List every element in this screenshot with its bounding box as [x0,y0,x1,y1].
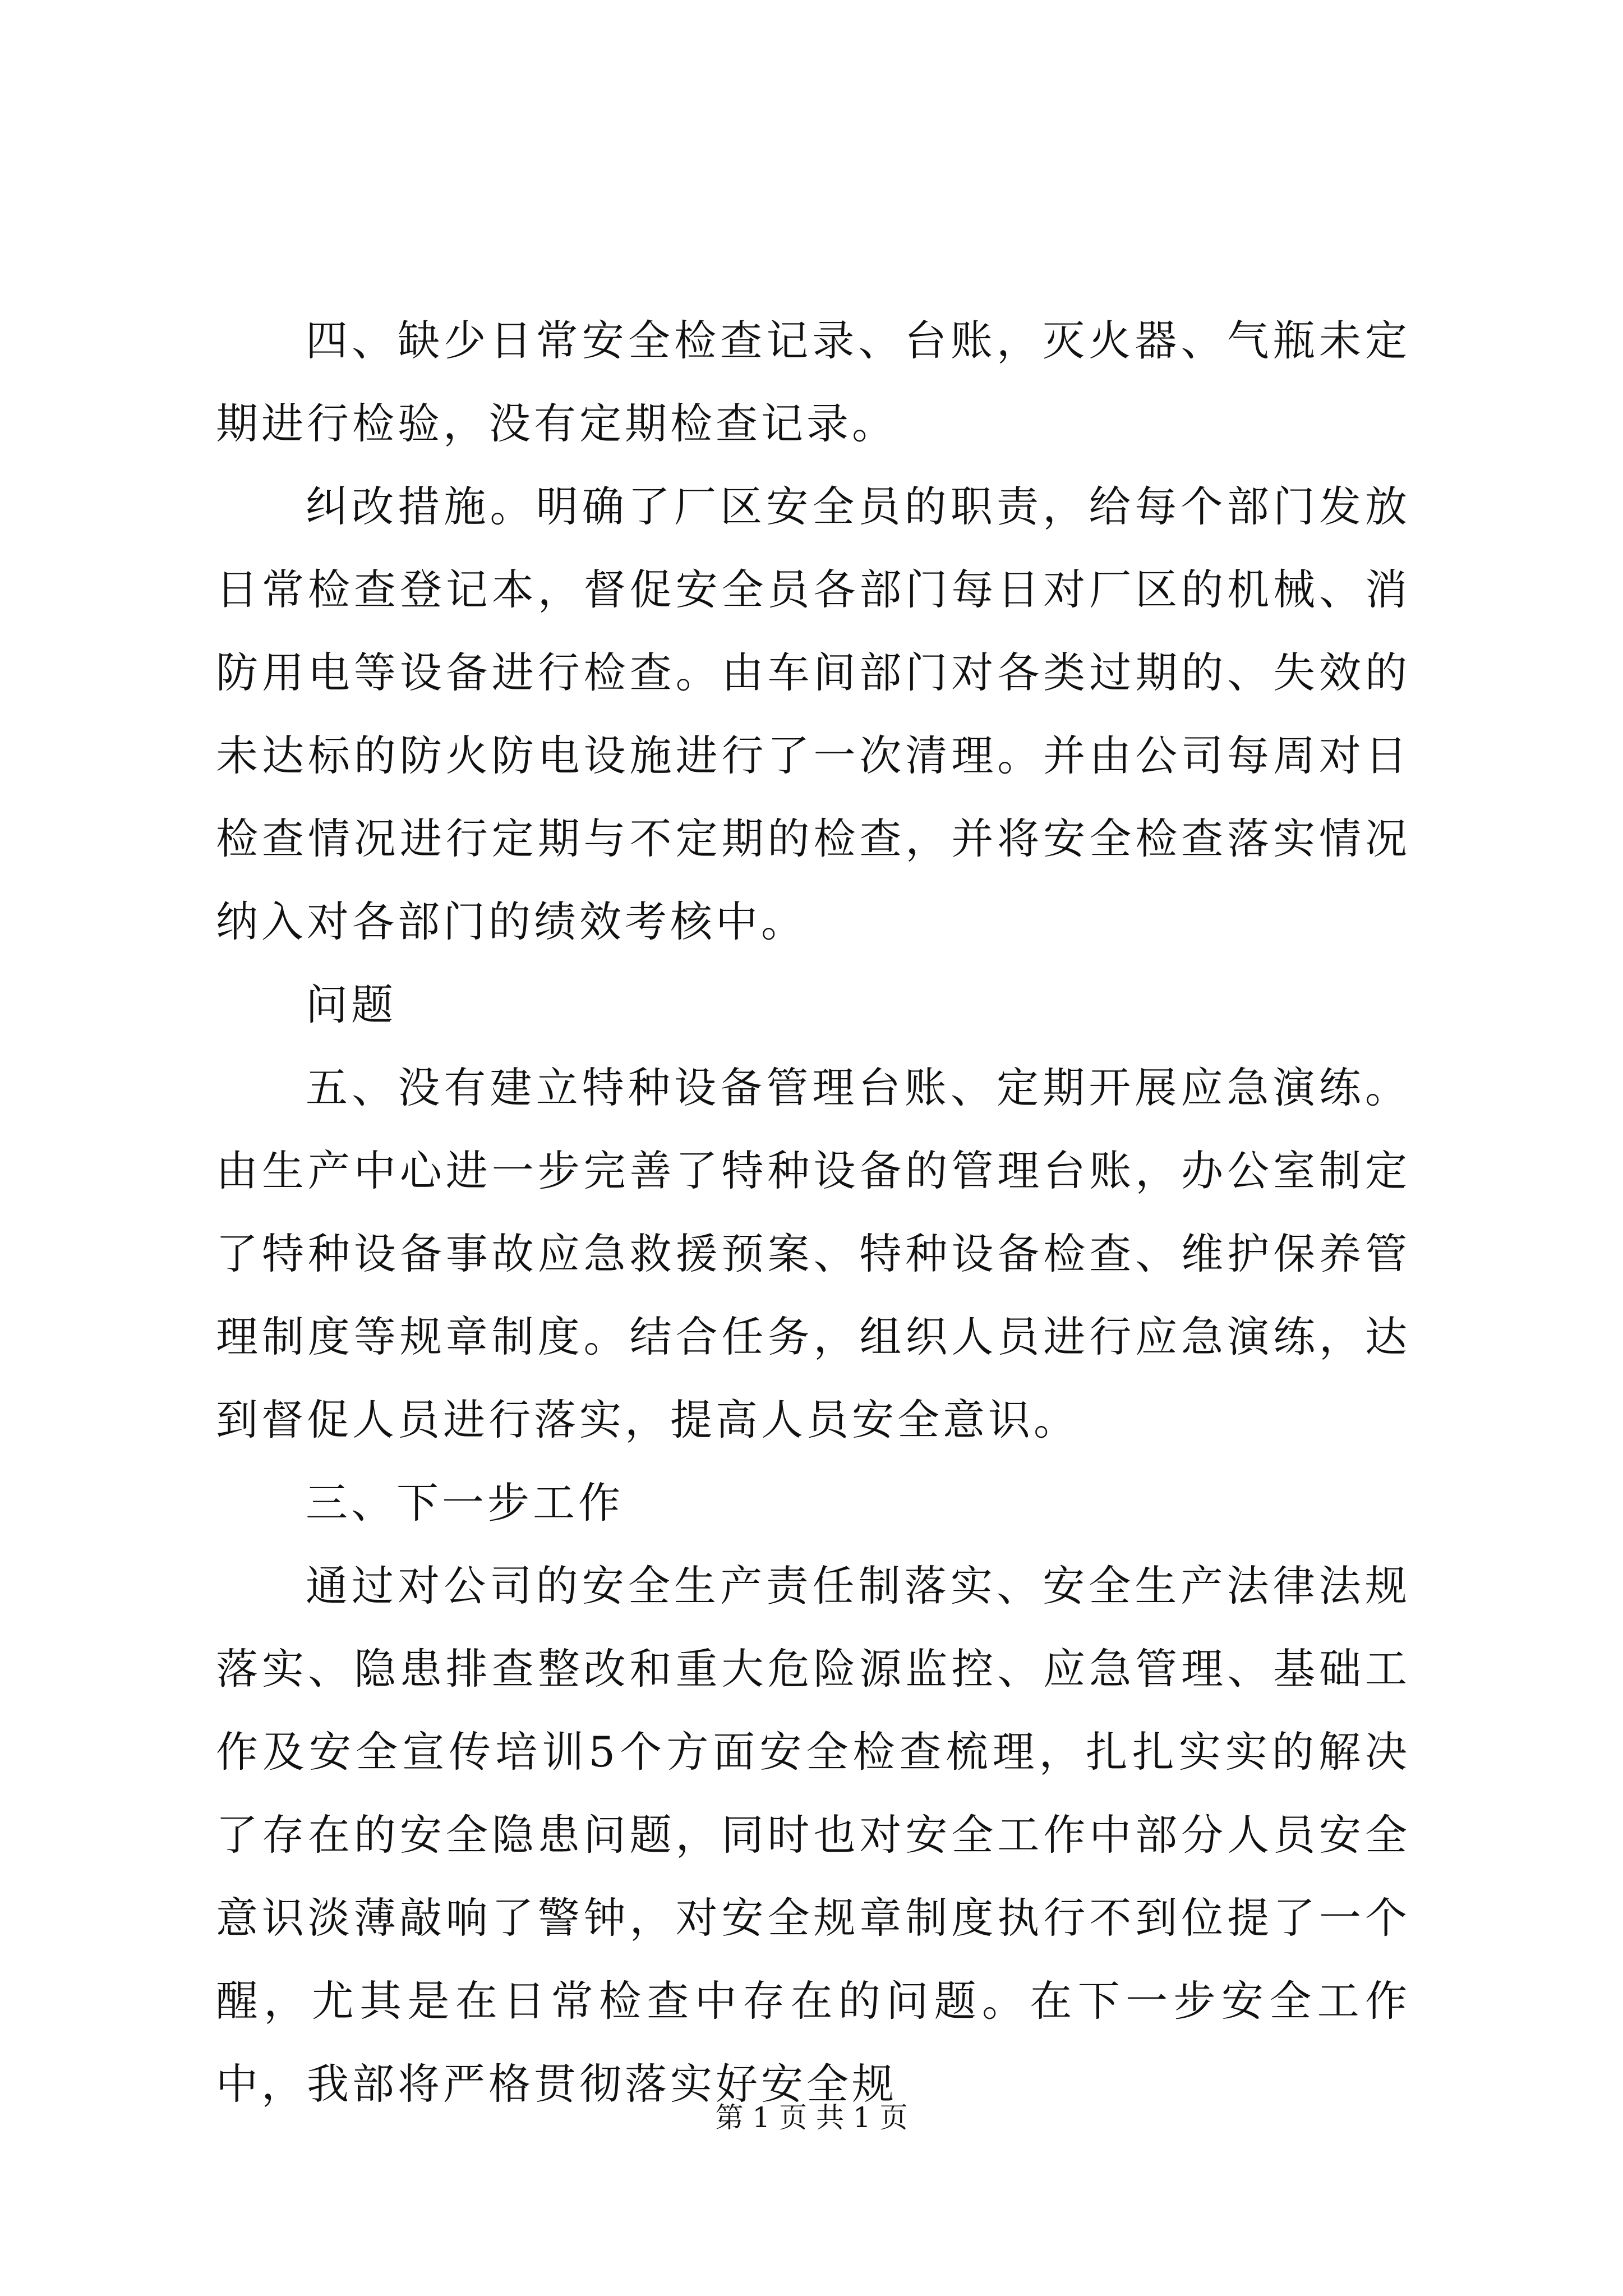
paragraph-heading-problem: 问题 [306,980,397,1029]
page-number-footer: 第 1 页 共 1 页 [715,2101,908,2134]
paragraph-item-4-records: 四、缺少日常安全检查记录、台账，灭火器、气瓶未定期进行检验，没有定期检查记录。 [216,316,1410,448]
paragraph-corrective-measures: 纠改措施。明确了厂区安全员的职责，给每个部门发放日常检查登记本，督促安全员各部门每日对厂区的机械、消防用电等设备进行检查。由车间部门对各类过期的、失效的未达标的防火防电设施进行了一次清理。并由公司每周对日检查情况进行定期与不定期的检查，并将安全检查落实情况纳入对各部门的绩效考核中。 [216,482,1410,946]
paragraph-next-steps-body: 通过对公司的安全生产责任制落实、安全生产法律法规落实、隐患排查整改和重大危险源监控、应急管理、基础工作及安全宣传培训5个方面安全检查梳理，扎扎实实的解决了存在的安全隐患问题，同时也对安全工作中部分人员安全意识淡薄敲响了警钟，对安全规章制度执行不到位提了一个醒，尤其是在日常检查中存在的问题。在下一步安全工作中，我部将严格贯彻落实好安全规 [216,1561,1410,2109]
paragraph-heading-next-steps: 三、下一步工作 [306,1478,624,1527]
paragraph-item-5-special-equipment: 五、没有建立特种设备管理台账、定期开展应急演练。由生产中心进一步完善了特种设备的管理台账，办公室制定了特种设备事故应急救援预案、特种设备检查、维护保养管理制度等规章制度。结合任务，组织人员进行应急演练，达到督促人员进行落实，提高人员安全意识。 [216,1063,1410,1444]
document-body [216,299,1410,2125]
